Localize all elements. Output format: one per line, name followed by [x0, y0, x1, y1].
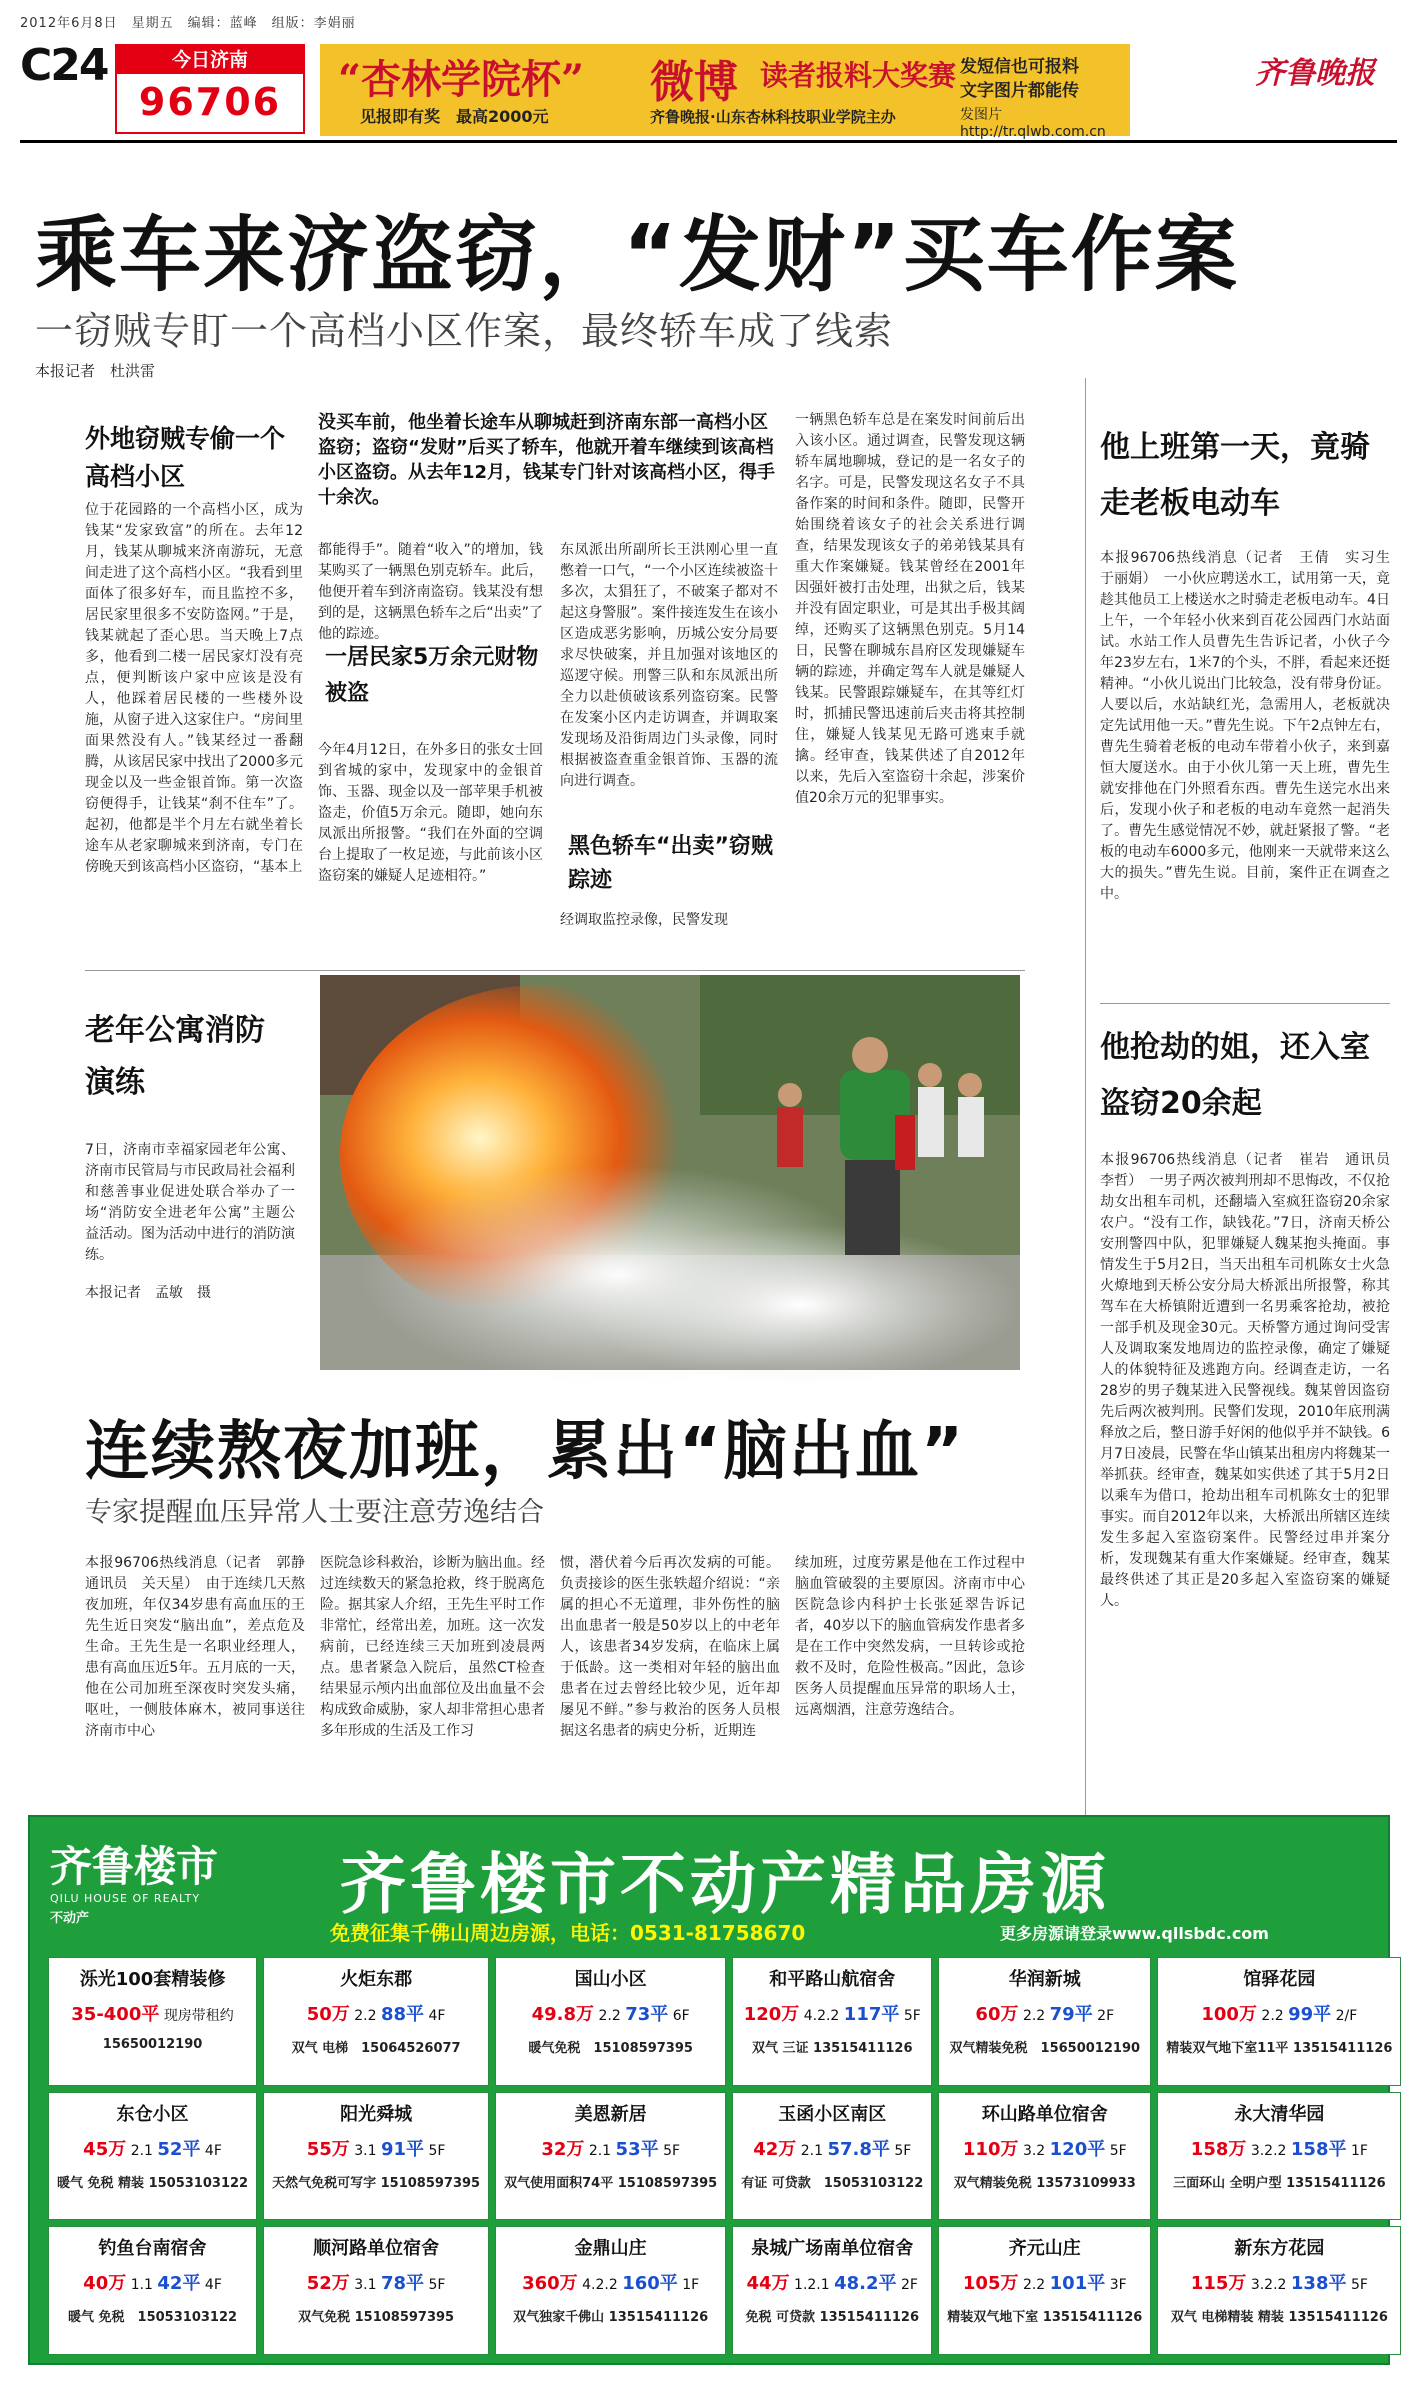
listing-floor: 5F: [663, 2142, 681, 2159]
listing-floor: 5F: [903, 2008, 921, 2024]
listing-area: 42平: [157, 2273, 201, 2295]
listing-features: 暖气 免税 精装 15053103122: [57, 2175, 249, 2191]
promo-sub: 见报即有奖 最高2000元: [360, 107, 549, 126]
promo-sms-line: 发短信也可报料: [960, 57, 1079, 77]
listing-features: 天然气免税可写字 15108597395: [272, 2175, 481, 2191]
promo-banner: [320, 44, 1130, 140]
listing-rooms: 2.2: [1022, 2277, 1046, 2294]
listing-area: 79平: [1049, 2004, 1093, 2025]
ad-logo-en: QILU HOUSE OF REALTY: [50, 1892, 201, 1905]
listing-price-row: [272, 2139, 480, 2162]
ad-logo: [50, 1842, 310, 1937]
listing-floor: 5F: [428, 2142, 446, 2159]
main-col3: 东凤派出所副所长王洪刚心里一直憋着一口气，“一个小区连续被盗十多次，太猖狂了，不破案子都对不起这身警服”。案件接连发生在该小区造成恶劣影响，历城公安分局要求尽快破案，并且加强对该地区的巡逻守候。刑警三队和东凤派出所全力以赴侦破该系列盗窃案。民警在发案小区内走访调查，并调取案发现场及沿街周边门头录像，同时根据被盗查重金银首饰、玉器的流向进行调查。: [560, 542, 778, 789]
listing-rooms: 4.2.2: [582, 2277, 618, 2294]
listing-features: 精装双气地下室11平 13515411126: [1166, 2041, 1393, 2056]
listing-price: 45万: [83, 2138, 127, 2160]
listing-price: 52万: [306, 2273, 350, 2295]
listing-features: 免税 可贷款 13515411126: [745, 2310, 920, 2326]
listing-rooms: 1.1: [130, 2277, 153, 2294]
photo-top-rule: [85, 970, 1025, 971]
listing-area: 158平: [1290, 2138, 1347, 2160]
main-byline: 本报记者 杜洪雷: [35, 362, 156, 380]
listing-name: 齐元山庄: [1008, 2238, 1081, 2260]
listing-floor: 5F: [1350, 2277, 1368, 2294]
listing-card: [263, 2092, 489, 2221]
listing-price: 42万: [753, 2138, 797, 2160]
promo-title-2: 读者报料大奖赛: [760, 59, 957, 92]
listing-rooms: 2.1: [588, 2142, 612, 2159]
listing-price-row: [741, 2004, 923, 2027]
photo-caption: 7日，济南市幸福家园老年公寓、济南市民管局与市民政局社会福利和慈善事业促进处联合举办了一场“消防安全进老年公寓”主题公益活动。图为活动中进行的消防演练。: [85, 1142, 295, 1263]
listing-price: 360万: [522, 2273, 578, 2295]
listing-rooms: 3.1: [354, 2142, 377, 2159]
hotline-label: 今日济南: [117, 46, 303, 74]
promo-pic-line: 文字图片都能传: [960, 81, 1079, 101]
listing-price: 49.8万: [531, 2004, 595, 2025]
listing-price-row: [1166, 2273, 1392, 2296]
section3-title-text: 黑色轿车“出卖”窃贼踪迹: [568, 834, 773, 893]
listing-area: 78平: [380, 2273, 425, 2295]
listing-area: 57.8平: [827, 2138, 890, 2160]
listing-area: 138平: [1290, 2273, 1347, 2295]
listing-area: 120平: [1049, 2138, 1106, 2160]
listing-features: 三面环山 全明户型 13515411126: [1173, 2175, 1386, 2191]
listing-price-row: [272, 2004, 480, 2027]
listing-price-row: [504, 2139, 717, 2162]
listing-card: [495, 2092, 726, 2221]
listing-price: 44万: [746, 2273, 790, 2295]
listing-price: 120万: [743, 2004, 800, 2025]
listing-name: 泉城广场南单位宿舍: [751, 2238, 914, 2260]
listing-price-row: [272, 2273, 480, 2296]
real-estate-ad: [28, 1815, 1393, 2365]
section1-title-text: 外地窃贼专偷一个高档小区: [85, 424, 286, 491]
listing-price-row: [947, 2273, 1142, 2296]
listing-features: 15650012190: [102, 2037, 203, 2052]
second-headline: 连续熬夜加班，累出“脑出血”: [85, 1415, 966, 1489]
listing-floor: 2F: [1097, 2008, 1115, 2024]
fire-drill-photo: [320, 975, 1020, 1370]
listing-card: [1157, 1957, 1401, 2086]
listing-grid: [48, 1957, 1393, 2355]
listing-price: 100万: [1201, 2004, 1257, 2025]
ad-logo-text: 齐鲁楼市: [50, 1842, 219, 1891]
right-story1-title-text: 他上班第一天，竟骑走老板电动车: [1100, 430, 1370, 521]
listing-floor: 4F: [204, 2277, 222, 2294]
listing-name: 玉函小区南区: [778, 2103, 887, 2125]
masthead-logo: 齐鲁晚报: [1255, 56, 1375, 91]
listing-card: [1157, 2226, 1401, 2355]
listing-area: 101平: [1049, 2273, 1106, 2295]
photo-credit: 本报记者 孟敏 摄: [85, 1285, 211, 1301]
listing-floor: 6F: [672, 2008, 690, 2024]
listing-name: 和平路山航宿舍: [769, 1969, 896, 1990]
listing-price-row: [947, 2004, 1142, 2027]
listing-price: 50万: [306, 2004, 350, 2025]
listing-card: [938, 2226, 1151, 2355]
ad-contact: 免费征集千佛山周边房源，电话：0531-81758670: [330, 1921, 806, 1945]
listing-card: [48, 1957, 257, 2086]
photo-story-title: [85, 1005, 285, 1109]
listing-features: 双气精装免税 15650012190: [949, 2041, 1141, 2056]
ad-website: 更多房源请登录www.qllsbdc.com: [1000, 1924, 1269, 1943]
hotline-number: 96706: [138, 80, 282, 124]
listing-price-row: [57, 2273, 248, 2296]
listing-area: 160平: [622, 2273, 678, 2295]
right-story2-body: 本报96706热线消息（记者 崔岩 通讯员 李哲） 一男子两次被判刑却不思悔改，不仅抢劫女出租车司机，还翻墙入室疯狂盗窃20余家农户。“没有工作，缺钱花。”7日，济南天桥公安刑警四中队，犯罪嫌疑人魏某抱头掩面。事情发生于5月2日，当天出租车司机陈女士火急火燎地到天桥公安分局大桥派出所报警，称其驾车在大桥镇附近遭到一名男乘客抢劫，被抢一部手机及现金30元。天桥警方通过询问受害人及调取案发地周边的监控录像，确定了嫌疑人的体貌特征及逃跑方向。经调查走访，一名28岁的男子魏某进入民警视线。魏某曾因盗窃先后两次被判刑。民警们发现，2010年底刑满释放之后，整日游手好闲的他似乎并不缺钱。6月7日凌晨，民警在华山镇某出租房内将魏某一举抓获。经审查，魏某如实供述了其于5月2日以乘车为借口，抢劫出租车司机陈女士的犯罪事实。而自2012年以来，大桥派出所辖区连续发生多起入室盗窃案件。民警经过串并案分析，发现魏某有重大作案嫌疑。经审查，魏某最终供述了其正是20多起入室盗窃案的嫌疑人。: [1100, 1152, 1404, 1609]
listing-name: 馆驿花园: [1243, 1969, 1316, 1990]
page-code: C24: [20, 40, 108, 91]
listing-area: 117平: [843, 2004, 900, 2025]
right-story1-title: [1100, 420, 1390, 532]
listing-card: [938, 1957, 1151, 2086]
section1-title: [85, 420, 305, 496]
main-col3b: 经调取监控录像，民警发现: [560, 912, 728, 928]
section3-title: [568, 830, 783, 898]
listing-features: 双气 电梯 15064526077: [291, 2041, 461, 2056]
listing-price-row: [504, 2273, 717, 2296]
listing-name: 国山小区: [574, 1969, 647, 1990]
main-col1: 位于花园路的一个高档小区，成为钱某“发家致富”的所在。去年12月，钱某从聊城来济南游玩，无意间走进了这个高档小区。“我看到里面体了很多好车，而且监控不多，居民家里很多不安防盗网。”于是，钱某就起了歪心思。当天晚上7点多，他看到二楼一居民家灯没有亮点，便判断该户家中应该是没有人，他踩着居民楼的一些楼外设施，从窗子进入这家住户。“房间里面果然没有人。”钱某经过一番翻腾，从该居民家中找出了2000多元现金以及一些金银首饰。第一次盗窃便得手，让钱某“刹不住车”了。起初，他都是半个月左右就坐着长途车从老家聊城来到济南，专门在傍晚天到该高档小区盗窃，“基本上: [85, 502, 303, 875]
second-col2: 医院急诊科救治，诊断为脑出血。经过连续数天的紧急抢救，终于脱离危险。据其家人介绍，王先生平时工作非常忙，经常出差，加班。这一次发病前，已经连续三天加班到凌晨两点。患者紧急入院后，虽然CT检查结果显示颅内出血部位及出血量不会构成致命威胁，家人却非常担心患者多年形成的生活及工作习: [320, 1555, 545, 1739]
listing-features: 双气 电梯精装 精装 13515411126: [1170, 2310, 1388, 2326]
listing-area: 53平: [615, 2138, 659, 2160]
second-col1: 本报96706热线消息（记者 郭静 通讯员 关天星） 由于连续几天熬夜加班，年仅34岁患有高血压的王先生近日突发“脑出血”，差点危及生命。王先生是一名职业经理人，患有高血压近5年。五月底的一天，他在公司加班至深夜时突发头痛，呕吐，一侧肢体麻木，被同事送往济南市中心: [85, 1555, 319, 1739]
listing-features: 双气免税 15108597395: [298, 2310, 455, 2326]
listing-features: 有证 可贷款 15053103122: [741, 2175, 924, 2191]
listing-card: [732, 1957, 932, 2086]
main-col2b: 今年4月12日，在外多日的张女士回到省城的家中，发现家中的金银首饰、玉器、现金以及一部苹果手机被盗走，价值5万余元。随即，她向东凤派出所报警。“我们在外面的空调台上提取了一枚足迹，与此前该小区盗窃案的嫌疑人足迹相符。”: [318, 742, 543, 884]
listing-price-row: [741, 2139, 923, 2162]
section2-title: [325, 640, 545, 712]
listing-area: 52平: [157, 2138, 201, 2160]
listing-price-row: [57, 2004, 248, 2027]
listing-price-row: [57, 2139, 248, 2162]
listing-price: 55万: [306, 2138, 350, 2160]
listing-rooms: 1.2.1: [794, 2277, 830, 2294]
listing-name: 钓鱼台南宿舍: [98, 2238, 207, 2260]
listing-card: [263, 2226, 489, 2355]
listing-floor: 4F: [204, 2142, 222, 2159]
promo-organizer: 齐鲁晚报·山东杏林科技职业学院主办: [650, 108, 896, 126]
listing-rooms: 2.1: [130, 2142, 153, 2159]
second-subhead: 专家提醒血压异常人士要注意劳逸结合: [85, 1497, 544, 1528]
second-col4: 续加班，过度劳累是他在工作过程中脑血管破裂的主要原因。济南市中心医院急诊内科护士长张延翠告诉记者，40岁以下的脑血管病发作患者多是在工作中突然发病，一旦转诊或抢救不及时，危险性极高。”因此，急诊医务人员提醒血压异常的职场人士，远离烟酒，注意劳逸结合。: [795, 1555, 1025, 1718]
listing-rooms: 4.2.2: [803, 2008, 840, 2024]
listing-card: [732, 2226, 932, 2355]
ad-logo-sub: 不动产: [50, 1911, 90, 1926]
date-line: 2012年6月8日 星期五 编辑：蓝峰 组版：李娟丽: [20, 16, 356, 31]
listing-features: 双气使用面积74平 15108597395: [504, 2175, 718, 2191]
listing-rooms: 2.2: [598, 2008, 621, 2024]
listing-rooms: 2.2: [1261, 2008, 1284, 2024]
section2-title-text: 一居民家5万余元财物被盗: [325, 645, 539, 706]
listing-floor: 5F: [428, 2277, 446, 2294]
promo-title: “杏林学院杯”: [338, 56, 585, 103]
listing-features: 精装双气地下室 13515411126: [947, 2310, 1143, 2326]
listing-floor: 5F: [1109, 2142, 1127, 2159]
right-story2-title: [1100, 1020, 1390, 1132]
main-col2: 都能得手”。随着“收入”的增加，钱某购买了一辆黑色别克轿车。此后，他便开着车到济南盗窃。钱某没有想到的是，这辆黑色轿车之后“出卖”了他的踪迹。: [318, 542, 543, 642]
listing-floor: 1F: [682, 2277, 700, 2294]
listing-card: [263, 1957, 489, 2086]
listing-price: 110万: [962, 2138, 1019, 2160]
listing-price-row: [504, 2004, 717, 2027]
listing-features: 暖气免税 15108597395: [528, 2041, 693, 2056]
listing-price-row: [741, 2273, 923, 2296]
photo-story-title-text: 老年公寓消防演练: [85, 1013, 265, 1100]
listing-rooms: 3.1: [354, 2277, 377, 2294]
listing-features: 暖气 免税 15053103122: [68, 2310, 238, 2326]
column-divider: [1085, 378, 1086, 1858]
listing-features: 双气精装免税 13573109933: [953, 2175, 1136, 2191]
listing-area: 48.2平: [834, 2273, 897, 2295]
listing-name: 顺河路单位宿舍: [313, 2238, 440, 2260]
listing-name: 泺光100套精装修: [79, 1969, 226, 1990]
listing-features: 双气独家千佛山 13515411126: [513, 2310, 709, 2326]
second-col3: 惯，潜伏着今后再次发病的可能。负责接诊的医生张轶超介绍说：“亲属的担心不无道理，非外伤性的脑出血患者一般是50岁以上的中老年人，该患者34岁发病，在临床上属于低龄。这一类相对年轻的脑出血患者在过去曾经比较少见，近年却屡见不鲜。”参与救治的医务人员根据这名患者的病史分析，近期连: [560, 1555, 780, 1739]
listing-price: 105万: [962, 2273, 1019, 2295]
ad-title: 齐鲁楼市不动产精品房源: [340, 1846, 1110, 1923]
listing-price-row: [1166, 2004, 1392, 2027]
listing-price: 32万: [541, 2138, 585, 2160]
listing-rooms: 3.2.2: [1250, 2142, 1287, 2159]
listing-floor: 2F: [901, 2277, 918, 2294]
listing-rooms: 2.2: [1022, 2008, 1046, 2024]
listing-rooms: 2.1: [800, 2142, 823, 2159]
main-lead: 没买车前，他坐着长途车从聊城赶到济南东部一高档小区盗窃；盗窃“发财”后买了轿车，他就开着车继续到该高档小区盗窃。从去年12月，钱某专门针对该高档小区，得手十余次。: [318, 412, 776, 508]
listing-area: 73平: [625, 2004, 669, 2025]
listing-price-row: [1166, 2139, 1392, 2162]
listing-name: 金鼎山庄: [574, 2238, 647, 2260]
listing-floor: 1F: [1350, 2142, 1368, 2159]
right-story1-body: 本报96706热线消息（记者 王倩 实习生 于丽娟） 一小伙应聘送水工，试用第一天，竟趁其他员工上楼送水之时骑走老板电动车。4日上午，一个年轻小伙来到百花公园西门水站面试。水站工作人员曹先生告诉记者，小伙子今年23岁左右，1米7的个头，不胖，看起来还挺精神。“小伙儿说出门比较急，没有带身份证。人要以后，水站缺红光，急需用人，老板就决定先试用他一天。”曹先生说。下午2点钟左右，曹先生骑着老板的电动车带着小伙子，来到嘉恒大厦送水。由于小伙儿第一天上班，曹先生就安排他在门外照看东西。曹先生送完水出来后，发现小伙子和老板的电动车竟然一起消失了。曹先生感觉情况不妙，就赶紧报了警。“老板的电动车6000多元，他刚来一天就带来这么大的损失。”曹先生说。目前，案件正在调查之中。: [1100, 550, 1404, 902]
listing-card: [495, 1957, 726, 2086]
listing-area: 91平: [380, 2138, 425, 2160]
listing-floor: 5F: [894, 2142, 912, 2159]
listing-floor: 2/F: [1335, 2008, 1358, 2024]
listing-card: [495, 2226, 726, 2355]
header-rule: [20, 140, 1397, 143]
listing-name: 火炬东郡: [340, 1969, 413, 1990]
listing-name: 美恩新居: [574, 2103, 647, 2125]
listing-card: [732, 2092, 932, 2221]
right-story2-title-text: 他抢劫的姐，还入室盗窃20余起: [1100, 1030, 1370, 1121]
listing-rooms: 3.2: [1022, 2142, 1046, 2159]
listing-card: [1157, 2092, 1401, 2221]
promo-url: 发图片 http://tr.qlwb.com.cn: [960, 107, 1106, 140]
listing-card: [48, 2092, 257, 2221]
listing-name: 东仓小区: [116, 2103, 189, 2125]
listing-name: 环山路单位宿舍: [981, 2103, 1108, 2125]
listing-price: 40万: [83, 2273, 127, 2295]
listing-card: [48, 2226, 257, 2355]
main-headline: 乘车来济盗窃，“发财”买车作案: [35, 208, 1239, 303]
main-col4: 一辆黑色轿车总是在案发时间前后出入该小区。通过调查，民警发现这辆轿车属地聊城，登记的是一名女子的名字。可是，民警发现这名女子不具备作案的时间和条件。随即，民警开始围绕着该女子的社会关系进行调查，结果发现该女子的弟弟钱某具有重大作案嫌疑。钱某曾经在2001年因强奸被打击处理，出狱之后，钱某并没有固定职业，可是其出手极其阔绰，还购买了这辆黑色别克。5月14日，民警在聊城东昌府区发现嫌疑车辆的踪迹，并确定驾车人就是嫌疑人钱某。民警跟踪嫌疑车，在其等红灯时，抓捕民警迅速前后夹击将其控制住，嫌疑人钱某见无路可逃束手就擒。经审查，钱某供述了自2012年以来，先后入室盗窃十余起，涉案价值20余万元的犯罪事实。: [795, 412, 1025, 806]
listing-price: 115万: [1190, 2273, 1247, 2295]
listing-price: 158万: [1190, 2138, 1247, 2160]
listing-note: 现房带租约: [163, 2008, 234, 2024]
listing-card: [938, 2092, 1151, 2221]
listing-area: 99平: [1288, 2004, 1332, 2025]
listing-name: 永大清华园: [1234, 2103, 1325, 2125]
listing-floor: 3F: [1109, 2277, 1127, 2294]
listing-price: 60万: [975, 2004, 1019, 2025]
right-divider: [1100, 1003, 1390, 1004]
listing-name: 阳光舜城: [340, 2103, 413, 2125]
listing-name: 华润新城: [1008, 1969, 1081, 1990]
listing-rooms: 2.2: [354, 2008, 377, 2024]
listing-rooms: 3.2.2: [1250, 2277, 1287, 2294]
hotline-box: [115, 44, 305, 134]
listing-area: 88平: [380, 2004, 425, 2025]
weibo-logo: 微博: [650, 57, 738, 108]
fire-drill-illustration: [320, 975, 1020, 1370]
listing-features: 双气 三证 13515411126: [751, 2041, 913, 2056]
listing-name: 新东方花园: [1234, 2238, 1325, 2260]
listing-floor: 4F: [428, 2008, 446, 2024]
main-subhead: 一窃贼专盯一个高档小区作案，最终轿车成了线索: [35, 309, 894, 353]
listing-price-row: [947, 2139, 1142, 2162]
listing-price: 35-400平: [71, 2004, 160, 2025]
